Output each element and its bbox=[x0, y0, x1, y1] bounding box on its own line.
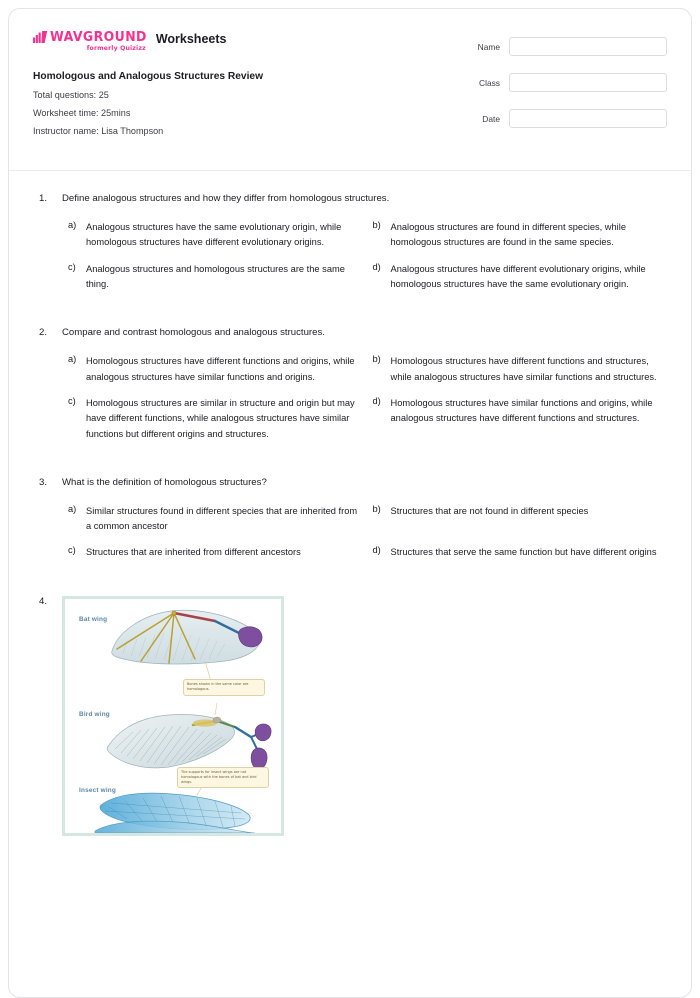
question-3-number: 3. bbox=[39, 476, 48, 488]
option-3c-text: Structures that are inherited from different ancestors bbox=[86, 547, 301, 558]
question-1 bbox=[33, 193, 667, 303]
worksheet-body bbox=[9, 171, 691, 836]
question-2-head bbox=[33, 327, 667, 340]
option-2a[interactable] bbox=[68, 354, 363, 385]
instructor-name: Instructor name: Lisa Thompson bbox=[33, 126, 164, 137]
date-field-row bbox=[467, 109, 667, 128]
logo-wordmark: WAVGROUND bbox=[50, 28, 147, 45]
option-2a-letter: a) bbox=[68, 354, 77, 365]
option-3b-text: Structures that are not found in different species bbox=[390, 505, 589, 516]
product-name: Worksheets bbox=[155, 32, 227, 46]
worksheet-header bbox=[9, 9, 691, 171]
student-info-fields bbox=[467, 37, 667, 128]
question-4-number: 4. bbox=[39, 595, 48, 607]
date-input[interactable] bbox=[509, 109, 667, 128]
option-2c-letter: c) bbox=[68, 395, 76, 406]
option-3c-letter: c) bbox=[68, 545, 76, 556]
option-3a-letter: a) bbox=[68, 503, 77, 514]
homologous-bones-callout: Bones shown in the same color are homologous. bbox=[183, 679, 265, 696]
question-4 bbox=[33, 596, 667, 836]
option-1a[interactable] bbox=[68, 220, 363, 251]
option-3b[interactable] bbox=[373, 504, 668, 535]
worksheet-title: Homologous and Analogous Structures Review bbox=[33, 70, 263, 82]
question-2-number: 2. bbox=[39, 327, 48, 339]
option-1c-text: Analogous structures and homologous structures are the same thing. bbox=[86, 263, 345, 289]
class-label: Class bbox=[479, 77, 500, 88]
insect-wing-label: Insect wing bbox=[79, 786, 116, 794]
question-3-prompt: What is the definition of homologous structures? bbox=[62, 476, 267, 488]
question-3 bbox=[33, 477, 667, 572]
worksheet-page bbox=[8, 8, 692, 998]
wayground-logo bbox=[33, 28, 147, 52]
insect-wing-drawing bbox=[95, 793, 255, 833]
wayground-logo-mark bbox=[33, 31, 48, 43]
option-2b[interactable] bbox=[373, 354, 668, 385]
class-field-row bbox=[467, 73, 667, 92]
option-1b-text: Analogous structures are found in different species, while homologous structures are found in the same species. bbox=[390, 221, 626, 248]
question-1-prompt: Define analogous structures and how they differ from homologous structures. bbox=[62, 193, 390, 204]
homologous-structures-figure bbox=[62, 596, 284, 836]
option-1c[interactable] bbox=[68, 262, 363, 293]
option-3a[interactable] bbox=[68, 504, 363, 535]
option-3c[interactable] bbox=[68, 545, 363, 560]
option-3d[interactable] bbox=[373, 545, 668, 560]
option-1d-text: Analogous structures have different evolutionary origins, while homologous structures have the same evolutionary origin. bbox=[390, 263, 646, 289]
bat-wing-label: Bat wing bbox=[79, 615, 108, 623]
bird-wing-label: Bird wing bbox=[79, 710, 110, 718]
question-2-prompt: Compare and contrast homologous and analogous structures. bbox=[62, 327, 325, 339]
option-2d-text: Homologous structures have similar functions and origins, while analogous structures have different functions and structures. bbox=[390, 397, 653, 424]
question-1-options bbox=[33, 220, 667, 303]
option-3d-text: Structures that serve the same function but have different origins bbox=[390, 547, 657, 558]
question-3-options bbox=[33, 504, 667, 572]
logo-tagline: formerly Quizizz bbox=[86, 44, 146, 52]
option-1a-text: Analogous structures have the same evolutionary origin, while homologous structures have different evolutionary origins. bbox=[86, 221, 342, 248]
option-3a-text: Similar structures found in different species that are inherited from a common ancestor bbox=[86, 505, 358, 532]
class-input[interactable] bbox=[509, 73, 667, 92]
option-2a-text: Homologous structures have different functions and origins, while analogous structures have similar functions and origins. bbox=[86, 356, 355, 382]
question-1-number: 1. bbox=[39, 193, 48, 204]
name-field-row bbox=[467, 37, 667, 56]
date-label: Date bbox=[482, 113, 500, 124]
option-2c-text: Homologous structures are similar in structure and origin but may have different functions, while analogous structures have similar functions but different origins and structures. bbox=[86, 397, 355, 439]
option-3d-letter: d) bbox=[372, 545, 381, 556]
question-1-head bbox=[33, 193, 667, 206]
question-2 bbox=[33, 327, 667, 453]
option-1a-letter: a) bbox=[68, 219, 77, 230]
option-1c-letter: c) bbox=[68, 261, 76, 272]
option-2c[interactable] bbox=[68, 396, 363, 442]
name-label: Name bbox=[477, 41, 500, 52]
question-2-options bbox=[33, 354, 667, 453]
bat-wing-drawing bbox=[112, 610, 262, 664]
option-1b[interactable] bbox=[373, 220, 668, 251]
option-2b-letter: b) bbox=[372, 354, 381, 365]
insect-supports-callout: The supports for insect wings are not homologous with the bones of bat and bird wings. bbox=[177, 767, 269, 789]
question-3-head bbox=[33, 477, 667, 490]
bird-wing-drawing bbox=[107, 714, 271, 769]
worksheet-time: Worksheet time: 25mins bbox=[33, 108, 131, 119]
option-2d-letter: d) bbox=[372, 395, 381, 406]
option-3b-letter: b) bbox=[372, 503, 381, 514]
option-1d-letter: d) bbox=[372, 261, 381, 272]
option-2b-text: Homologous structures have different functions and structures, while analogous structures have similar functions and structures. bbox=[390, 356, 657, 382]
option-1d[interactable] bbox=[373, 262, 668, 293]
name-input[interactable] bbox=[509, 37, 667, 56]
option-2d[interactable] bbox=[373, 396, 668, 442]
total-questions: Total questions: 25 bbox=[33, 90, 109, 101]
option-1b-letter: b) bbox=[372, 219, 381, 230]
